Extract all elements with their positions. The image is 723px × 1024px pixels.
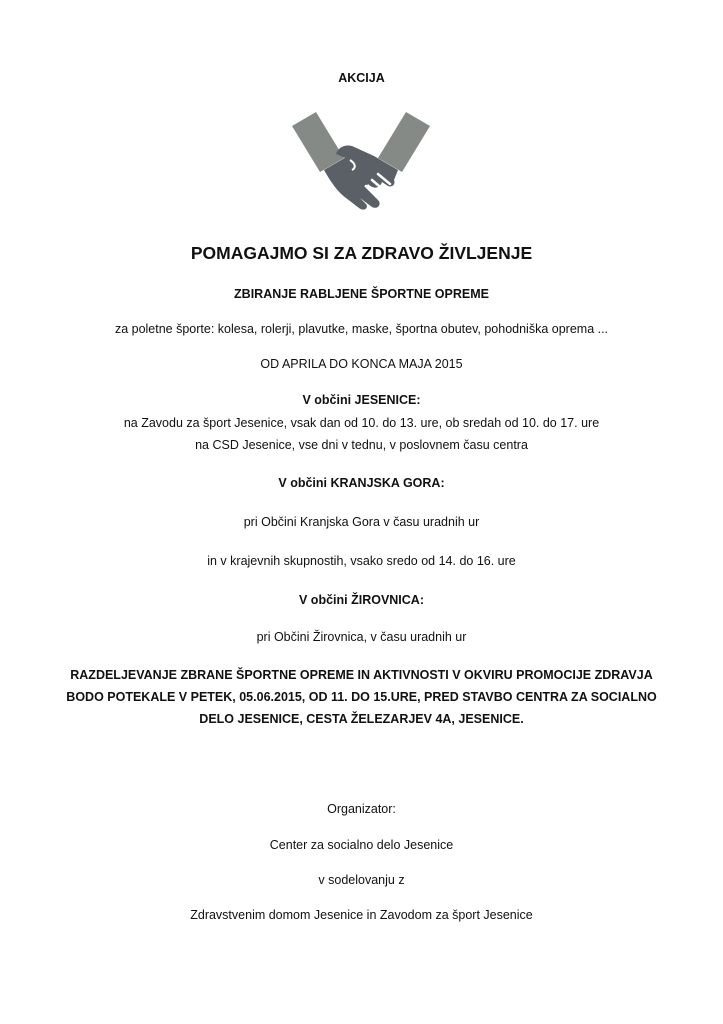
jesenice-line-1: na Zavodu za šport Jesenice, vsak dan od 10. do 13. ure, ob sredah od 10. do 17. ure [123,416,600,430]
cooperation-text: v sodelovanju z [318,873,405,887]
zirovnica-heading: V občini ŽIROVNICA: [299,593,424,607]
kranjska-gora-line-1: pri Občini Kranjska Gora v času uradnih ur [243,515,480,529]
kranjska-gora-line-2: in v krajevnih skupnostih, vsako sredo od 14. do 16. ure [207,554,516,568]
items-line: za poletne športe: kolesa, rolerji, plavutke, maske, športna obutev, pohodniška oprema ... [114,322,609,336]
kranjska-gora-heading: V občini KRANJSKA GORA: [278,476,445,490]
organizer-name: Center za socialno delo Jesenice [269,838,454,852]
zirovnica-line-1: pri Občini Žirovnica, v času uradnih ur [256,630,467,644]
partners-text: Zdravstvenim domom Jesenice in Zavodom za šport Jesenice [190,908,533,922]
distribution-line-2: BODO POTEKALE V PETEK, 05.06.2015, OD 11. DO 15.URE, PRED STAVBO CENTRA ZA SOCIALNO [66,690,657,704]
period: OD APRILA DO KONCA MAJA 2015 [260,357,463,371]
distribution-line-3: DELO JESENICE, CESTA ŽELEZARJEV 4A, JESENICE. [199,712,524,726]
header-label: AKCIJA [338,71,385,85]
organizer-label: Organizator: [327,802,396,816]
handshake-icon [286,106,436,212]
page-title: POMAGAJMO SI ZA ZDRAVO ŽIVLJENJE [190,243,533,263]
jesenice-heading: V občini JESENICE: [302,393,421,407]
jesenice-line-2: na CSD Jesenice, vse dni v tednu, v poslovnem času centra [195,438,528,452]
subtitle: ZBIRANJE RABLJENE ŠPORTNE OPREME [234,287,489,301]
distribution-line-1: RAZDELJEVANJE ZBRANE ŠPORTNE OPREME IN AKTIVNOSTI V OKVIRU PROMOCIJE ZDRAVJA [70,668,653,682]
